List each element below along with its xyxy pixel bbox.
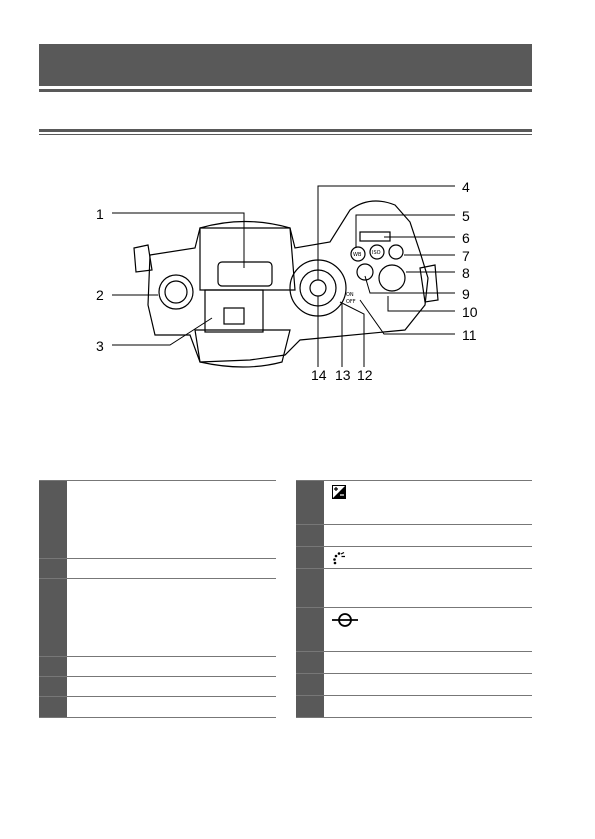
callout-6: 6 [462,230,470,246]
row-number-cell [39,657,67,676]
sensor-plane-icon [332,612,358,628]
callout-12: 12 [357,367,373,383]
callout-13: 13 [335,367,351,383]
table-row [296,525,532,547]
row-number-cell [296,674,324,695]
table-row [39,481,276,559]
table-row [39,559,276,579]
row-number-cell [296,525,324,546]
table-row [39,677,276,697]
callout-2: 2 [96,287,104,303]
callout-10: 10 [462,304,478,320]
wb-button-label: WB [353,252,362,258]
row-number-cell [296,569,324,607]
row-number-cell [39,697,67,717]
row-number-cell [39,559,67,578]
callout-9: 9 [462,286,470,302]
table-row [296,674,532,696]
table-row [39,579,276,657]
left-parts-table [39,480,276,718]
table-row [39,697,276,718]
row-number-cell [296,696,324,717]
callout-8: 8 [462,265,470,281]
row-number-cell [296,652,324,673]
row-number-cell [296,608,324,651]
row-number-cell [39,677,67,696]
table-row [296,652,532,674]
sub-dial-icon [332,551,346,565]
power-on-label: ON [346,292,354,298]
camera-top-diagram [0,0,595,400]
row-number-cell [296,481,324,524]
callout-7: 7 [462,248,470,264]
table-row [39,657,276,677]
table-row [296,696,532,718]
table-row [296,608,532,652]
callout-11: 11 [462,327,477,343]
callout-14: 14 [311,367,327,383]
iso-button-label: ISO [372,250,381,256]
callout-5: 5 [462,208,470,224]
right-parts-table [296,480,532,718]
row-number-cell [39,481,67,558]
callout-1: 1 [96,206,104,222]
exposure-comp-icon [332,485,346,499]
callout-3: 3 [96,338,104,354]
table-row [296,569,532,608]
row-number-cell [296,547,324,568]
row-number-cell [39,579,67,656]
power-off-label: OFF [346,299,356,305]
callout-4: 4 [462,179,470,195]
table-row [296,481,532,525]
table-row [296,547,532,569]
